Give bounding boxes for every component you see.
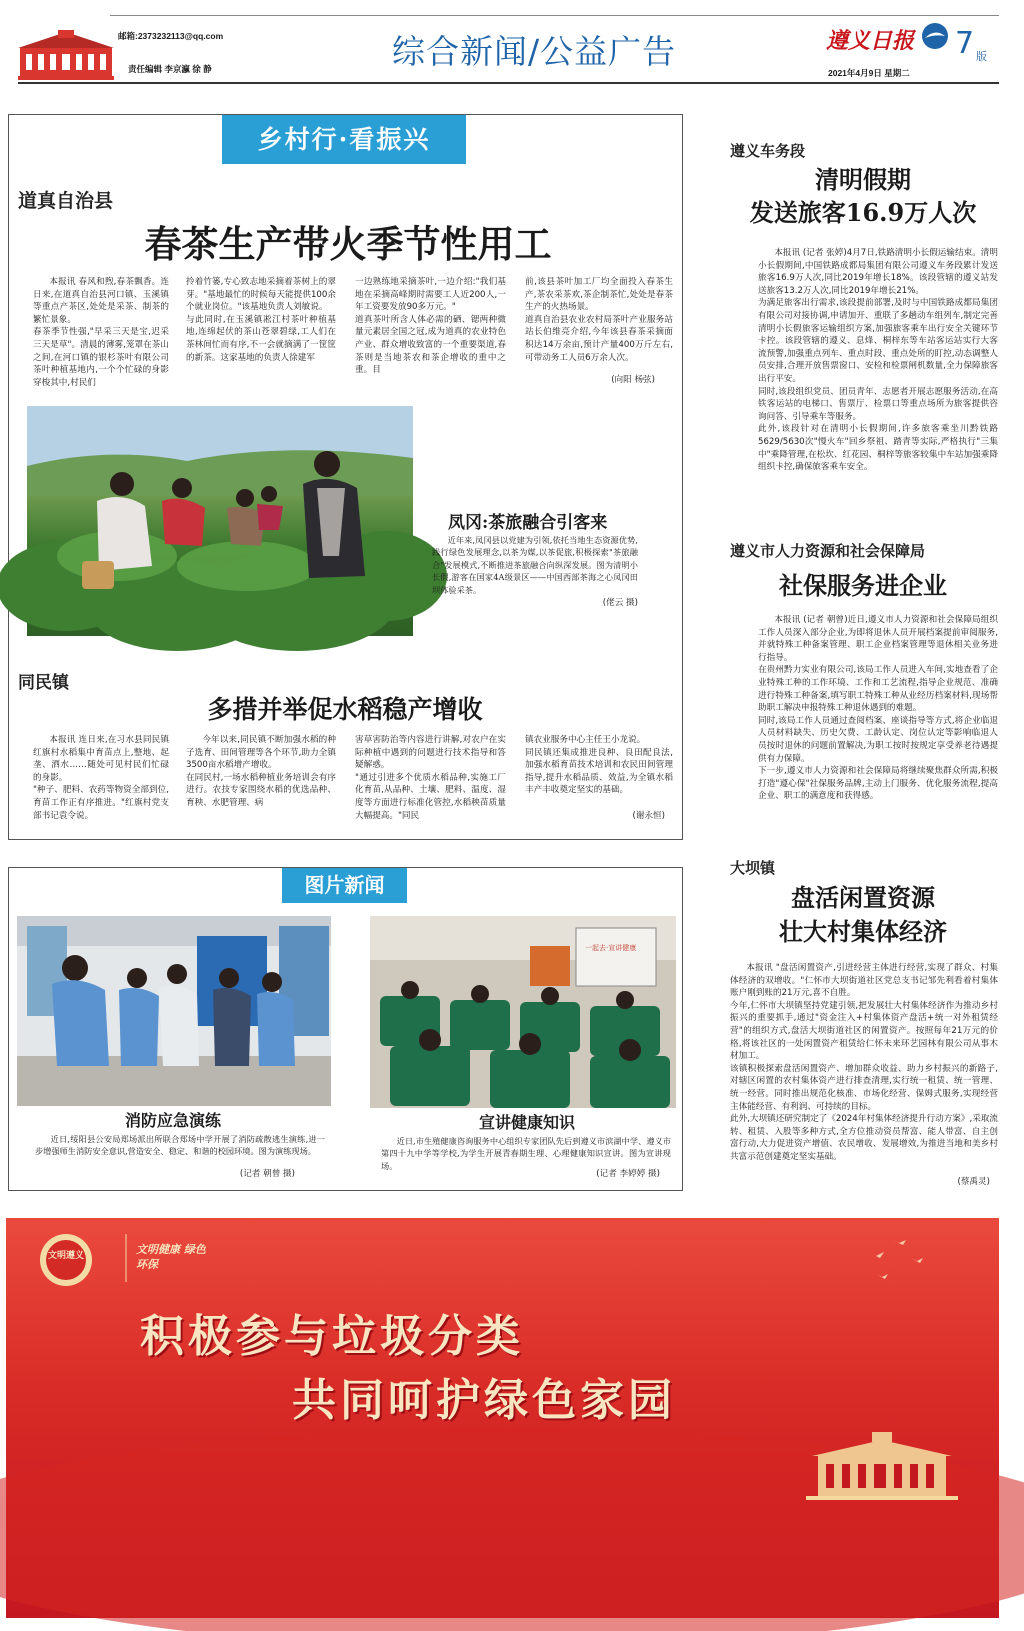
email: 邮箱:2373232113@qq.com (118, 31, 224, 41)
rural-credit: (向阳 杨弦) (611, 375, 655, 385)
rail-kicker: 遵义车务段 (730, 142, 806, 160)
rural-headline: 春茶生产带火季节性用工 (144, 222, 552, 266)
building-logo-icon (18, 30, 114, 80)
lecture-room-scene-icon (370, 916, 676, 1108)
rail-body-text: 本报讯 (记者 张婷)4月7日,铁路清明小长假运输结束。清明小长假期间,中国铁路成都局集团有限公司遵义车务段累计发送旅客16.9万人次,同比2019年增长18%。该段管辖的遵义站发送旅客13.2万人次,同比2019年增长21%。 为满足旅客出行需求,该段提前部署,及时与中国铁路成都局集团有限公司对接协调,申请加开、重联了多趟动车组列车,制定完善清明小长假旅客运输组织方案,加强旅客乘车出行安全关键环节卡控。该段管辖的遵义、息烽、桐梓东等车站客运站实行大客流预警,加强重点列车、重点时段、重点处所的盯控,动态调整人员安排,合理开放售票窗口、安检和检票闸机数量,全力保障旅客出行平安。 同时,该段组织党员、团员青年、志愿者开展志愿服务活动,在高铁客运站的电梯口、售票厅、检票口等重点场所为旅客提供咨询问答、引导乘车等服务。 此外,该段针对在清明小长假期间,许多旅客乘坐川黔铁路5629/5630次"慢火车"回乡祭祖、踏青等实际,严格执行"三集中"乘降管理,在松坎、红花园、桐梓等旅客较集中车站加强乘降组织卡控,确保旅客乘车安全。 (758, 248, 998, 473)
rural-col-2 (186, 276, 336, 388)
rural-col-2-text: 拎着竹篓,专心致志地采摘着茶树上的翠芽。"基地最忙的时候每天能提供100余个就业岗位。"该基地负责人刘敏说。 与此同时,在玉溪镇凇江村茶叶种植基地,连绵起伏的茶山苍翠碧绿,工人们在茶林间忙而有序,不一会就摘满了一筐筐的新茶。这家基地的负责人徐建军 (186, 277, 336, 363)
ad-line-2 (292, 1364, 676, 1428)
ad-logo-label: 文明遵义 (47, 1251, 84, 1261)
ad-tagline-text: 文明健康 绿色环保 (136, 1243, 206, 1271)
health-lecture-caption: 近日,市生殖健康咨询服务中心组织专家团队先后到遵义市滨湖中学、遵义市第四十九中学等学校,为学生开展青春期生理、心理健康知识宣讲。图为宣讲现场。 (381, 1136, 671, 1171)
rice-col-2 (186, 734, 336, 810)
rice-credit: (谢永恒) (632, 811, 665, 821)
rice-col-3-text: 害草害防治等内容进行讲解,对农户在实际种植中遇到的问题进行技术指导和答疑解惑。 "通过引进多个优质水稻品种,实施工厂化育苗,从品种、土壤、肥料、温度、湿度等方面进行标准化管控,水稻秧苗质量大幅提高。"同民 (355, 735, 506, 821)
photo-credit: (佬云 摄) (602, 598, 638, 608)
tea-picking-photo (27, 406, 413, 636)
rice-col-1-text: 本报讯 连日来,在习水县同民镇红旗村水稻集中育苗点上,整地、起垄、洒水……随处可见村民们忙碌的身影。 "种子、肥料、农药等物资全部到位,育苗工作正有序推进。"红旗村党支部书记袁令说。 (33, 735, 169, 821)
rice-col-1 (33, 734, 169, 821)
village-body (730, 962, 998, 1176)
rural-col-4 (525, 276, 673, 374)
village-headline-1: 盘活闲置资源 (791, 883, 935, 912)
rice-col-3 (355, 734, 506, 821)
rice-col-2-text: 今年以来,同民镇不断加强水稻的种子选育、田间管理等各个环节,助力全镇3500亩水稻增产增收。 在同民村,一场水稻种植业务培训会有序进行。农技专家围绕水稻的优选品种、育秧、水肥管理、病 (186, 735, 336, 808)
rural-col-1 (33, 276, 169, 388)
village-credit: (蔡禹灵) (957, 1177, 990, 1187)
rail-headline-1: 清明假期 (815, 165, 911, 194)
fire-drill-scene-icon (17, 916, 331, 1106)
fire-drill-title: 消防应急演练 (124, 1111, 221, 1130)
rural-banner: 乡村行·看振兴 (222, 115, 466, 164)
ad-line-1 (140, 1300, 524, 1364)
page-number: 7 (955, 26, 975, 61)
section-title: 综合新闻/公益广告 (392, 32, 677, 71)
masthead-rule (18, 82, 999, 84)
ad-line-1-text: 积极参与垃圾分类 (140, 1311, 524, 1362)
photo-caption: 近年来,凤冈县以党建为引领,依托当地生态资源优势,践行绿色发展理念,以茶为媒,以茶促旅,积极探索"茶旅融合"发展模式,不断推进茶旅融合向纵深发展。图为清明小长假,游客在国家4A级景区——中国西部茶海之心凤冈田坝体验采茶。 (432, 535, 638, 595)
fire-drill-caption: 近日,绥阳县公安局郑场派出所联合郑场中学开展了消防疏散逃生演练,进一步增强师生消防安全意识,营造安全、稳定、和谐的校园环境。图为演练现场。 (35, 1134, 325, 1157)
rural-col-3-text: 一边熟练地采摘茶叶,一边介绍:"我们基地在采摘高峰期时需要工人近200人,一年工资要发放90多万元。" 道真茶叶所含人体必需的硒、锶两种微量元素居全国之冠,成为道真的农业特色产业、群众增收致富的一个重要渠道,春茶则是当地茶农和茶企增收的重中之重。目 (355, 277, 506, 376)
rail-headline-2: 发送旅客16.9万人次 (749, 198, 977, 227)
rice-kicker: 同民镇 (18, 673, 69, 693)
fire-drill-photo (17, 916, 331, 1106)
rural-kicker: 道真自治县 (18, 190, 114, 212)
date: 2021年4月9日 星期二 (828, 68, 910, 78)
rural-col-3 (355, 276, 506, 388)
ad-logo-text (44, 1248, 88, 1261)
rail-body (758, 247, 998, 487)
rural-col-1-text: 本报讯 春风和煦,春茶飘香。连日来,在道真自治县河口镇、玉溪镇等重点产茶区,处处是采茶、制茶的繁忙景象。 春茶季节性强,"早采三天是宝,迟采三天是草"。清晨的薄雾,笼罩在茶山之间,在河口镇的银杉茶叶有限公司茶叶种植基地内,一个个忙碌的身影穿梭其中,村民们 (33, 277, 169, 388)
health-lecture-credit: (记者 李婷婷 摄) (596, 1169, 660, 1179)
paper-logo-icon (921, 22, 949, 50)
picture-news-banner: 图片新闻 (282, 868, 407, 903)
rice-headline: 多措并举促水稻稳产增收 (207, 695, 483, 724)
ad-line-2-text: 共同呵护绿色家园 (292, 1375, 676, 1426)
social-body-text: 本报讯 (记者 朝曾)近日,遵义市人力资源和社会保障局组织工作人员深入部分企业,为即将退休人员开展档案提前审阅服务,并就特殊工种备案管理、职工企业档案管理等退休相关业务进行指导。 在贵州黔力实业有限公司,该局工作人员进入车间,实地查看了企业特殊工种的工作环境、工作和工艺流程,指导企业规范、准确进行特殊工种备案,填写职工特殊工种从业经历档案材料,现场帮助职工解决申报特殊工种退休遇到的难题。 同时,该局工作人员通过查阅档案、座谈指导等方式,将企业临退人员材料缺失、历史欠费、工龄认定、岗位认定等影响临退人员按时退休的问题前置解决,为职工按时按规定享受养老待遇提供有力保障。 下一步,遵义市人力资源和社会保障局将继续聚焦群众所需,积极打造"遵心保"社保服务品牌,主动上门服务、优化服务流程,提高企业、职工的满意度和获得感。 (758, 615, 998, 802)
village-body-text: 本报讯 "盘活闲置资产,引进经营主体进行经营,实现了群众、村集体经济的双增收。"仁怀市大坝街道社区党总支书记邹先利看着村集体账户刚到账的21万元,喜不自胜。 今年,仁怀市大坝镇坚持党建引领,把发展壮大村集体经济作为推动乡村振兴的重要抓手,通过"资金注入+村集体资产盘活+统一对外租赁经营"的组织方式,盘活大坝街道社区的闲置资产。按照每年21万元的价格,将该社区的一处闲置资产租赁给仁怀未来环艺园林有限公司从事木材加工。 该镇积极探索盘活闲置资产、增加群众收益、助力乡村振兴的新路子,对辖区闲置的农村集体资产进行排查清理,实行统一租赁、统一管理、统一经营。同时推出规范化核准、市场化经营、保姆式服务,实现经营主体能经营、有利润、可持续的目标。 此外,大坝镇还研究制定了《2024年村集体经济提升行动方案》,采取流转、租赁、入股等多种方式,全方位推动资员帮富、能人带富、自主创富行动,大力促进资产增值、农民增收、发展增效,为推进当地和美乡村共富示范创建奠定坚实基础。 (730, 963, 998, 1162)
rice-col-4 (525, 734, 673, 796)
page-suffix: 版 (976, 51, 987, 63)
village-kicker: 大坝镇 (730, 859, 776, 877)
public-service-ad (6, 1218, 999, 1618)
social-body (758, 614, 998, 814)
screen-text: 一起去·宣讲健康 (585, 944, 637, 952)
rural-col-4-text: 前,该县茶叶加工厂均全面投入春茶生产,茶农采茶欢,茶企制茶忙,处处是春茶生产的火热场景。 道真自治县农业农村局茶叶产业服务站站长伯维亮介绍,今年该县春茶采摘面积达14万余亩,预计产量400万斤左右,可带动务工人员6万余人次。 (525, 277, 673, 363)
top-rule (110, 15, 999, 16)
tea-field-icon (27, 406, 413, 636)
paper-name: 遵义日报 (826, 28, 915, 54)
editors: 责任编辑 李京瀛 徐 静 (128, 64, 212, 74)
health-lecture-title: 宣讲健康知识 (478, 1113, 575, 1132)
photo-title: 凤冈:茶旅融合引客来 (448, 513, 608, 533)
fire-drill-credit: (记者 朝曾 摄) (239, 1169, 295, 1179)
rice-col-4-text: 镇农业服务中心主任王小龙说。 同民镇还集成推进良种、良田配良法,加强水稻育苗技术培训和农民田间管理指导,提升水稻品质、效益,为全镇水稻丰产丰收奠定坚实的基础。 (525, 735, 673, 796)
ad-tagline (136, 1242, 206, 1272)
social-kicker: 遵义市人力资源和社会保障局 (730, 542, 926, 560)
health-lecture-photo (370, 916, 676, 1108)
village-headline-2: 壮大村集体经济 (779, 917, 947, 946)
social-headline: 社保服务进企业 (779, 571, 947, 600)
